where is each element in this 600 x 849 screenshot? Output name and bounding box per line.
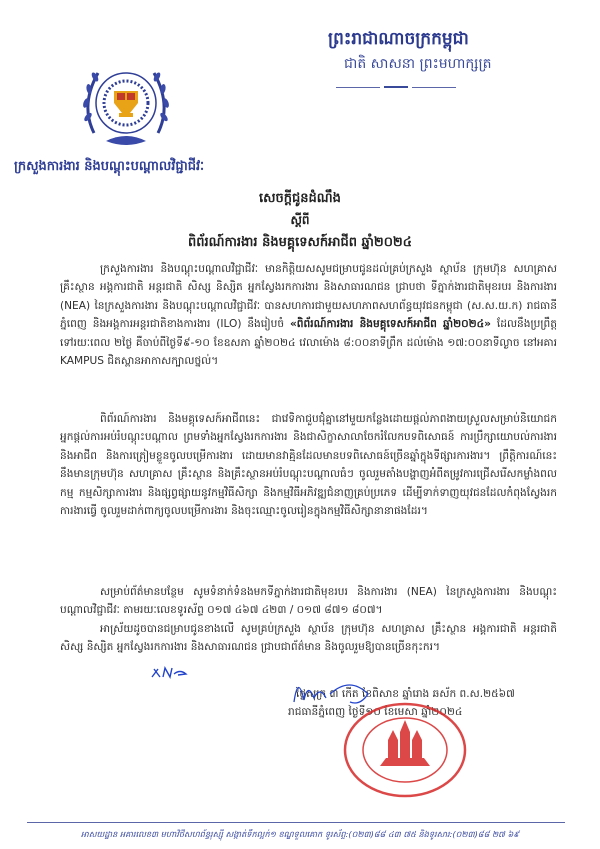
paragraph-1 [60,260,557,370]
paragraph-1-details: ដែលនឹងប្រព្រឹត្តទៅរយៈពេល ២ថ្ងៃ គឺចាប់ពីថ្ងៃទី៩-១០ ខែឧសភា ឆ្នាំ២០២៤ វេលាម៉ោង ៨:០០នាទីព្រឹក ដល់ម៉ោង ១៧:០០នាទីល្ងាច នៅអគារ KAMPUS ជិតស្ពានអាកាសក្បាលថ្នល់។ [60,318,557,368]
signature [290,672,400,712]
ministry-emblem-icon [76,55,176,155]
document-title-block [0,190,600,253]
paragraph-4 [60,620,557,657]
paragraph-3-text: សម្រាប់ព័ត៌មានបន្ថែម សូមទំនាក់ទំនងមកទីភ្នាក់ងារជាតិមុខរបរ និងការងារ (NEA) នៃក្រសួងការងារ និងបណ្តុះបណ្តាលវិជ្ជាជីវៈ តាមរយៈលេខទូរស័ព្ទ ០១៧ ៤៦៧ ៤២៣ / ០១៧ ៨៧១ ៨០៧។ [60,586,557,617]
official-seal [340,700,470,800]
handwritten-signature-icon [290,672,400,712]
ministry-logo [76,55,176,155]
event-name: «ពិព័រណ៍ការងារ និងមគ្គុទេសក៍អាជីព ឆ្នាំ២០២៤» [289,318,492,331]
lunar-date: ថ្ងៃសុក្រ ៣ កើត ខែពិសាខ ឆ្នាំរោង ឆស័ក ព.ស.២៥៦៧ [296,688,515,700]
paragraph-1-intro: ក្រសួងការងារ និងបណ្តុះបណ្តាលវិជ្ជាជីវៈ មានកិត្តិយសសូមជម្រាបជូនដល់គ្រប់ក្រសួង ស្ថាប័ន ក្រុមហ៊ុន សហគ្រាស គ្រឹះស្ថាន អង្គការជាតិ អន្តរជាតិ សិស្ស និស្សិត អ្នកស្វែងរកការងារ និងសាធារណជន ជ្រាបថា ទីភ្នាក់ងារជាតិមុខរបរ និងការងារ (NEA) នៃក្រសួងការងារ និងបណ្តុះបណ្តាលវិជ្ជាជីវៈ បានសហការជាមួយសហភាពសហព័ន្ធយុវជនកម្ពុជា (ស.ស.យ.ក) រាជធានីភ្នំពេញ និងអង្គការអន្តរជាតិខាងការងារ (ILO) នឹងរៀបចំ [60,263,557,331]
kingdom-title: ព្រះរាជាណាចក្រកម្ពុជា [328,29,469,49]
document-about: ស្តីពី [290,213,310,227]
ministry-name: ក្រសួងការងារ និងបណ្តុះបណ្តាលវិជ្ជាជីវៈ [14,159,205,174]
seal-stamp-icon [340,700,470,800]
footer-divider [27,822,565,823]
document-subject: ពិព័រណ៍ការងារ និងមគ្គុទេសក៍អាជីព ឆ្នាំ២០២៤ [188,235,412,250]
footer-address: អាសយដ្ឋាន អគារលេខ៣ មហាវិថីសហព័ន្ធរុស្ស៊ី សង្កាត់ទឹកល្អក់១ ខណ្ឌទួលគោក ទូរស័ព្ទ:(០២៣)៨៨ ៤៣ ៧៥ និងទូរសារ:(០២៣)៨៨ ២៧ ៦៩ [80,829,520,839]
paragraph-2-text: ពិព័រណ៍ការងារ និងមគ្គុទេសក៍អាជីពនេះ ជាវេទិកាជួបជុំគ្នានៅមួយកន្លែងដោយផ្តល់ភាពងាយស្រួលសម្រាប់និយោជក អ្នកផ្តល់ការអប់រំបណ្តុះបណ្តាល ព្រមទាំងអ្នកស្វែងរកការងារ និងជាសិក្ខាសាលាចែករំលែកបទពិសោធន៍ ការប្រឹក្សាយោបល់ការងារនិងអាជីព និងការត្រៀមខ្លួនចូលបម្រើការងារ ដោយមានវាគ្មិនដែលមានបទពិសោធន៍ច្រើនឆ្នាំក្នុងទីផ្សារការងារ។ ព្រឹត្តិការណ៍នេះ នឹងមានក្រុមហ៊ុន សហគ្រាស គ្រឹះស្ថាន និងគ្រឹះស្ថានអប់រំបណ្តុះបណ្តាលធំៗ ចូលរួមតាំងបង្ហាញអំពីតម្រូវការជ្រើសរើសកម្លាំងពលកម្ម កម្មសិក្សាការងារ និងផ្សព្វផ្សាយនូវកម្មវិធីសិក្សា និងកម្មវិធីអភិវឌ្ឍជំនាញគ្រប់ប្រភេទ ដើម្បីទាក់ទាញយុវជនដែលកំពុងស្វែងរកការងារធ្វើ ចូលរួមដាក់ពាក្យចូលបម្រើការងារ និងចុះឈ្មោះចូលរៀនក្នុងកម្មវិធីសិក្សានានាផងដែរ។ [60,413,557,518]
document-type: សេចក្តីជូនដំណឹង [259,191,341,206]
paragraph-2 [60,410,557,520]
paragraph-3 [60,583,557,620]
solar-date: រាជធានីភ្នំពេញ ថ្ងៃទី១០ ខែមេសា ឆ្នាំ២០២៤ [288,706,463,718]
paragraph-4-text: អាស្រ័យដូចបានជម្រាបជូនខាងលើ សូមគ្រប់ក្រសួង ស្ថាប័ន ក្រុមហ៊ុន សហគ្រាស គ្រឹះស្ថាន អង្គការជាតិ អន្តរជាតិ សិស្ស និស្សិត អ្នកស្វែងរកការងារ និងសាធារណជន ជ្រាបជាព័ត៌មាន និងចូលរួមឱ្យបានច្រើនកុះករ។ [60,623,557,654]
ornament-divider [336,86,456,88]
initials-mark [150,665,190,681]
handwritten-initials-icon [150,665,190,681]
national-motto: ជាតិ សាសនា ព្រះមហាក្សត្រ [344,56,492,72]
